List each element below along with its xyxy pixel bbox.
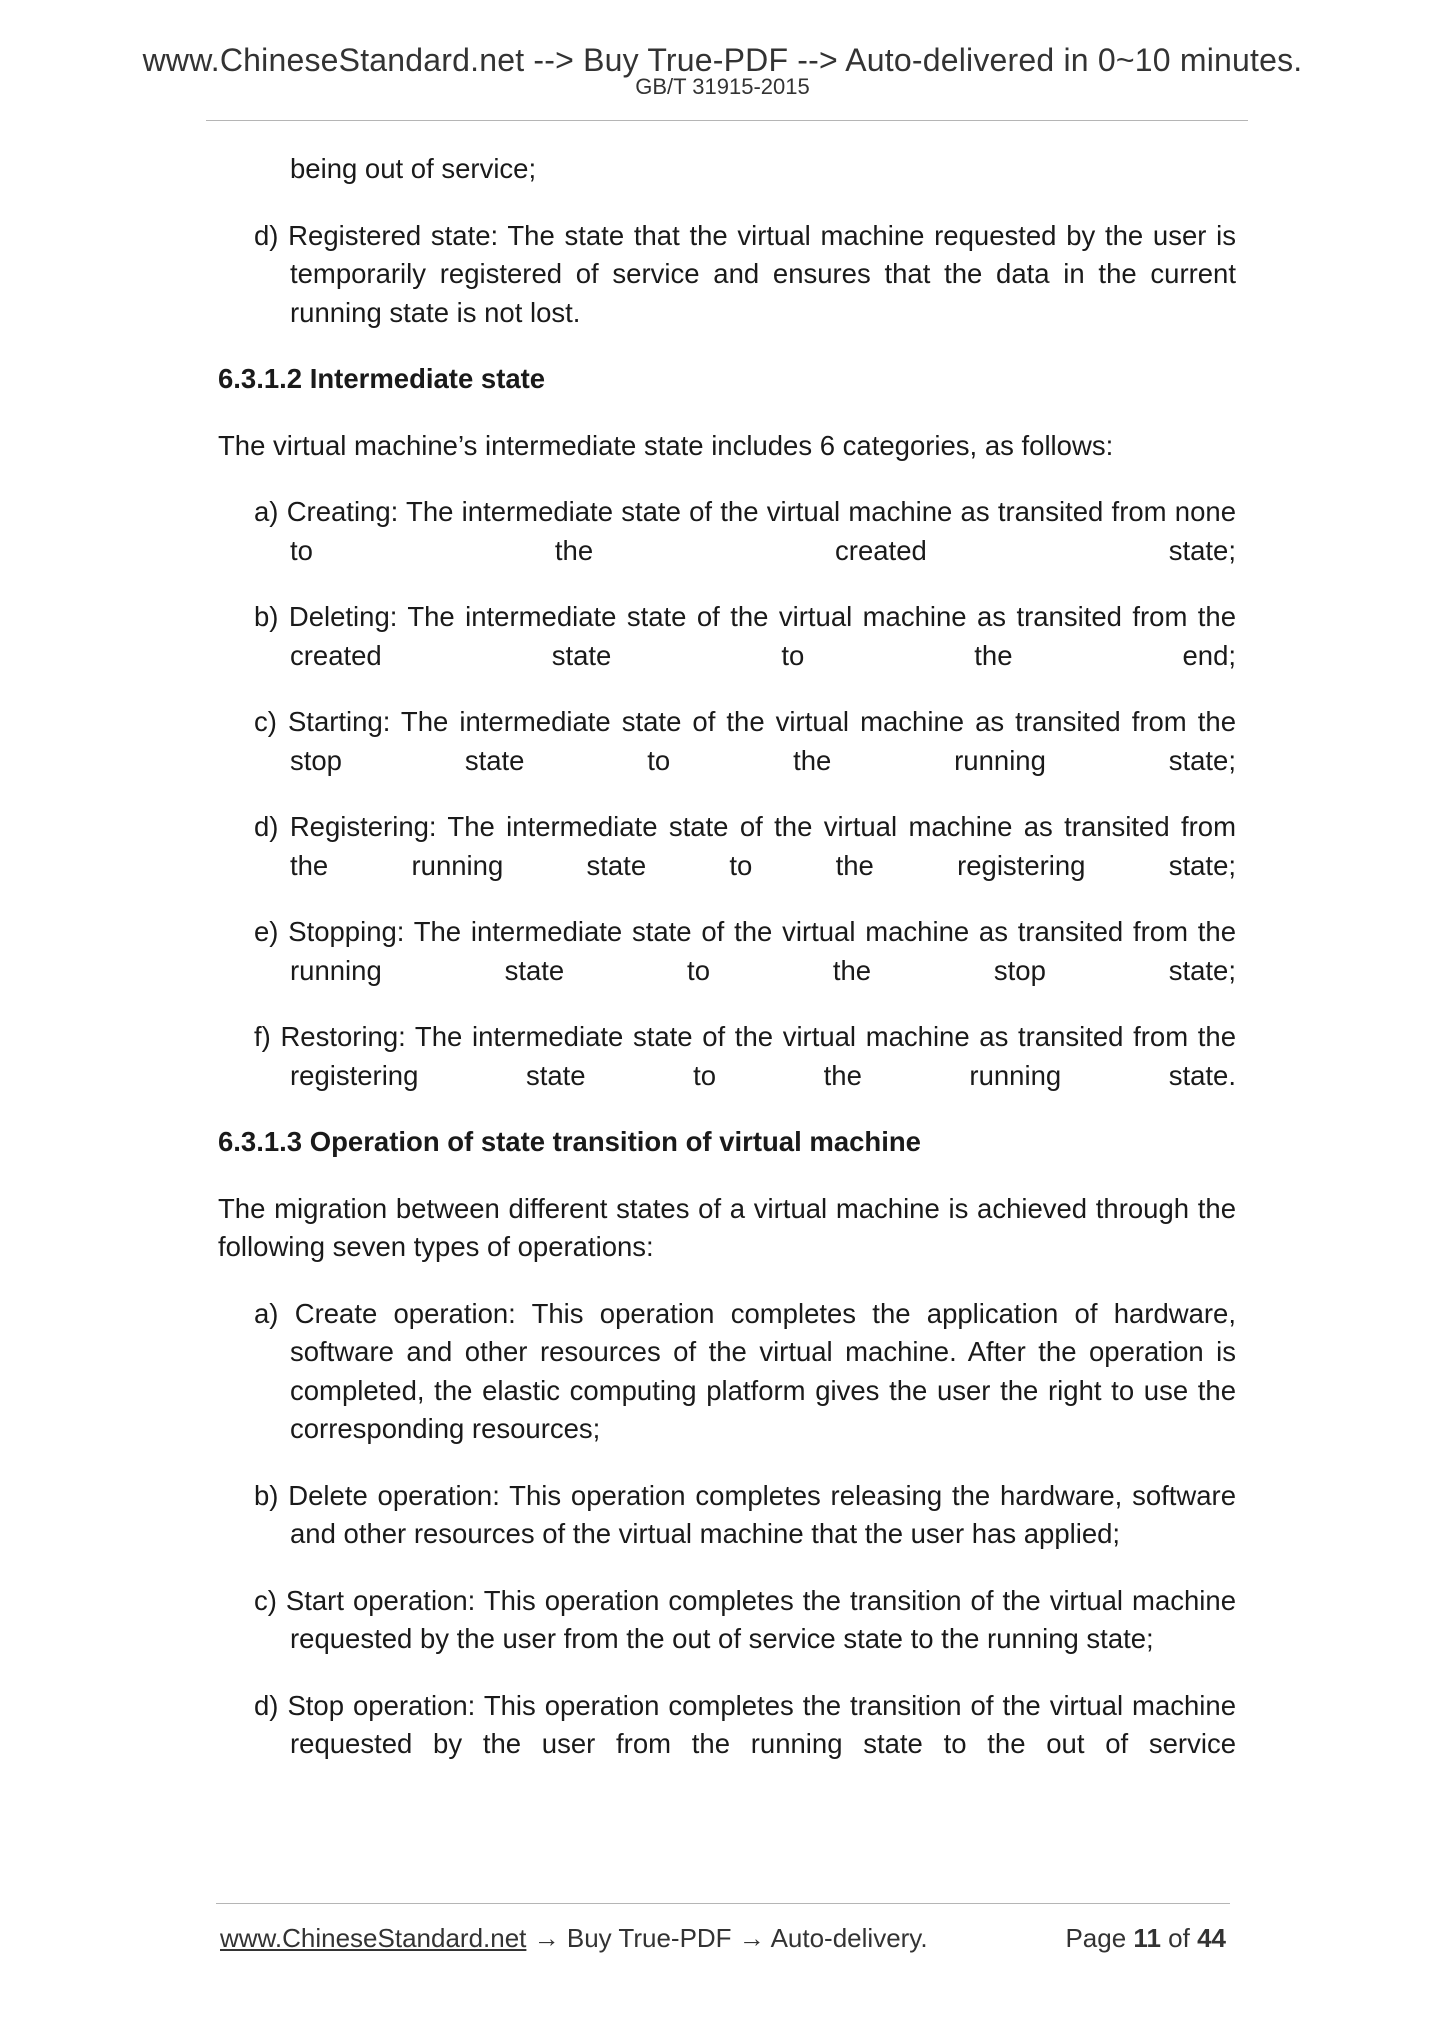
list-item-creating: a) Creating: The intermediate state of the virtual machine as transited from none to the created state; bbox=[254, 496, 1236, 566]
page-total: 44 bbox=[1197, 1923, 1226, 1953]
document-body bbox=[218, 150, 1236, 1792]
list-item-deleting: b) Deleting: The intermediate state of the virtual machine as transited from the created state to the end; bbox=[254, 601, 1236, 671]
list-item-delete-operation: b) Delete operation: This operation completes releasing the hardware, software and other resources of the virtual machine that the user has applied; bbox=[254, 1479, 1236, 1549]
list-item-starting: c) Starting: The intermediate state of the virtual machine as transited from the stop state to the running state; bbox=[254, 706, 1236, 776]
list-item-registering: d) Registering: The intermediate state of the virtual machine as transited from the running state to the registering state; bbox=[254, 811, 1236, 881]
header-divider bbox=[206, 120, 1248, 121]
page-footer bbox=[220, 1921, 1226, 1955]
standard-number: GB/T 31915-2015 bbox=[635, 74, 810, 99]
section-heading-6-3-1-2: 6.3.1.2 Intermediate state bbox=[218, 363, 546, 394]
continuation-text: being out of service; bbox=[290, 153, 537, 184]
footer-trail-text: → Buy True-PDF → Auto-delivery. bbox=[526, 1923, 928, 1953]
footer-divider bbox=[216, 1903, 1230, 1904]
list-item-registered-state: d) Registered state: The state that the virtual machine requested by the user is temporarily registered of service and ensures that the data in the current running state is not lost. bbox=[254, 219, 1236, 328]
header-banner: www.ChineseStandard.net --> Buy True-PDF --> Auto-delivered in 0~10 minutes. bbox=[142, 42, 1303, 78]
page-of: of bbox=[1168, 1923, 1190, 1953]
list-item-stop-operation: d) Stop operation: This operation completes the transition of the virtual machine requested by the user from the running state to the out of service bbox=[254, 1689, 1236, 1759]
list-item-restoring: f) Restoring: The intermediate state of the virtual machine as transited from the registering state to the running state. bbox=[254, 1021, 1236, 1091]
list-item-start-operation: c) Start operation: This operation completes the transition of the virtual machine requested by the user from the out of service state to the running state; bbox=[254, 1584, 1236, 1654]
footer-site-link[interactable]: www.ChineseStandard.net bbox=[220, 1923, 527, 1953]
list-item-stopping: e) Stopping: The intermediate state of the virtual machine as transited from the running state to the stop state; bbox=[254, 916, 1236, 986]
page-indicator bbox=[1065, 1921, 1226, 1955]
page-current: 11 bbox=[1133, 1923, 1161, 1953]
section-intro-6-3-1-3: The migration between different states of a virtual machine is achieved through the following seven types of operations: bbox=[218, 1192, 1236, 1262]
section-heading-6-3-1-3: 6.3.1.3 Operation of state transition of virtual machine bbox=[218, 1126, 921, 1157]
list-item-create-operation: a) Create operation: This operation completes the application of hardware, software and other resources of the virtual machine. After the operation is completed, the elastic computing platform gives the user the right to use the corresponding resources; bbox=[254, 1297, 1236, 1444]
section-intro-6-3-1-2: The virtual machine’s intermediate state includes 6 categories, as follows: bbox=[218, 429, 1114, 461]
page-label: Page bbox=[1065, 1923, 1127, 1953]
